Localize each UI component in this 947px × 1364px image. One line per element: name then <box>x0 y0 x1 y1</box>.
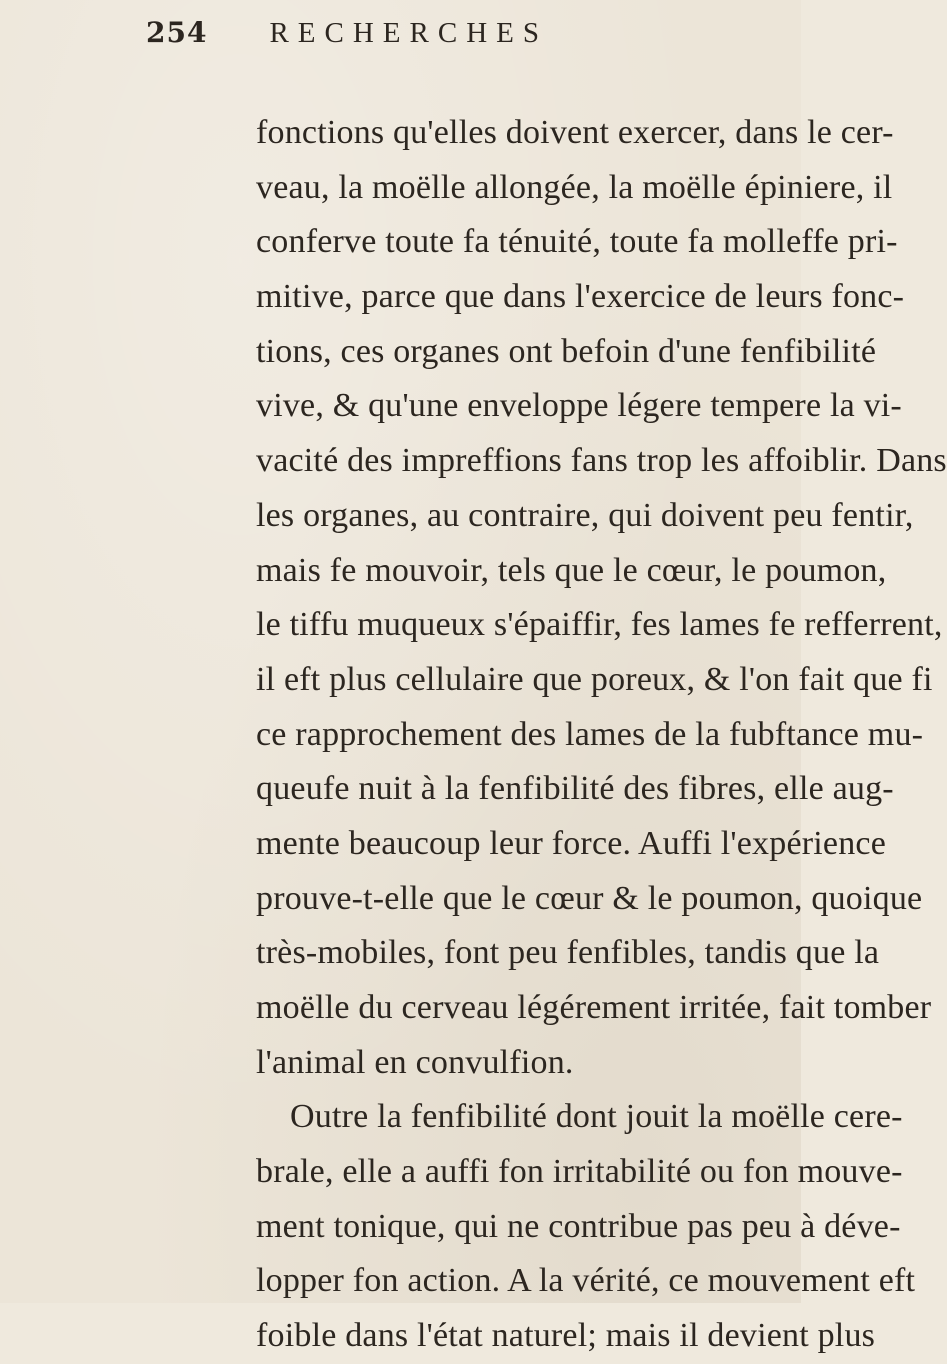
page-number: 254 <box>146 16 208 49</box>
text-line: ce rapprochement des lames de la fubftance mu- <box>256 715 924 753</box>
text-line: conferve toute fa ténuité, toute fa molleffe pri- <box>256 223 898 261</box>
page-header <box>146 16 548 62</box>
text-line: ment tonique, qui ne contribue pas peu à déve- <box>256 1207 901 1245</box>
text-line: mitive, parce que dans l'exercice de leurs fonc- <box>256 278 905 316</box>
text-line: moëlle du cerveau légérement irritée, fait tomber <box>256 989 932 1026</box>
text-line: lopper fon action. A la vérité, ce mouvement eft <box>256 1262 916 1300</box>
text-line: prouve-t-elle que le cœur & le poumon, quoique <box>256 879 923 917</box>
text-line: mente beaucoup leur force. Auffi l'expérience <box>256 824 886 862</box>
text-line: brale, elle a auffi fon irritabilité ou fon mouve- <box>256 1153 903 1191</box>
text-line: tions, ces organes ont befoin d'une fenfibilité <box>256 332 877 370</box>
text-line: vacité des impreffions fans trop les affoiblir. Dans <box>256 442 947 480</box>
paragraph-start-line: Outre la fenfibilité dont jouit la moëlle cere- <box>290 1098 903 1136</box>
text-line: veau, la moëlle allongée, la moëlle épiniere, il <box>256 168 893 206</box>
text-line: le tiffu muqueux s'épaiffir, fes lames fe refferrent, <box>256 606 943 644</box>
text-line: fonctions qu'elles doivent exercer, dans le cer- <box>256 114 894 151</box>
text-line: queufe nuit à la fenfibilité des fibres, elle aug- <box>256 770 894 808</box>
text-line: très-mobiles, font peu fenfibles, tandis que la <box>256 934 880 972</box>
text-line: les organes, au contraire, qui doivent peu fentir, <box>256 496 914 534</box>
text-line: vive, & qu'une enveloppe légere tempere la vi- <box>256 387 902 425</box>
text-line: foible dans l'état naturel; mais il devient plus <box>256 1317 876 1355</box>
paragraph-end-line: l'animal en convulfion. <box>256 1043 574 1081</box>
text-line: mais fe mouvoir, tels que le cœur, le poumon, <box>256 551 887 589</box>
running-title: RECHERCHES <box>269 17 548 49</box>
text-line: il eft plus cellulaire que poreux, & l'on fait que fi <box>256 660 933 698</box>
body-text <box>256 106 947 1364</box>
